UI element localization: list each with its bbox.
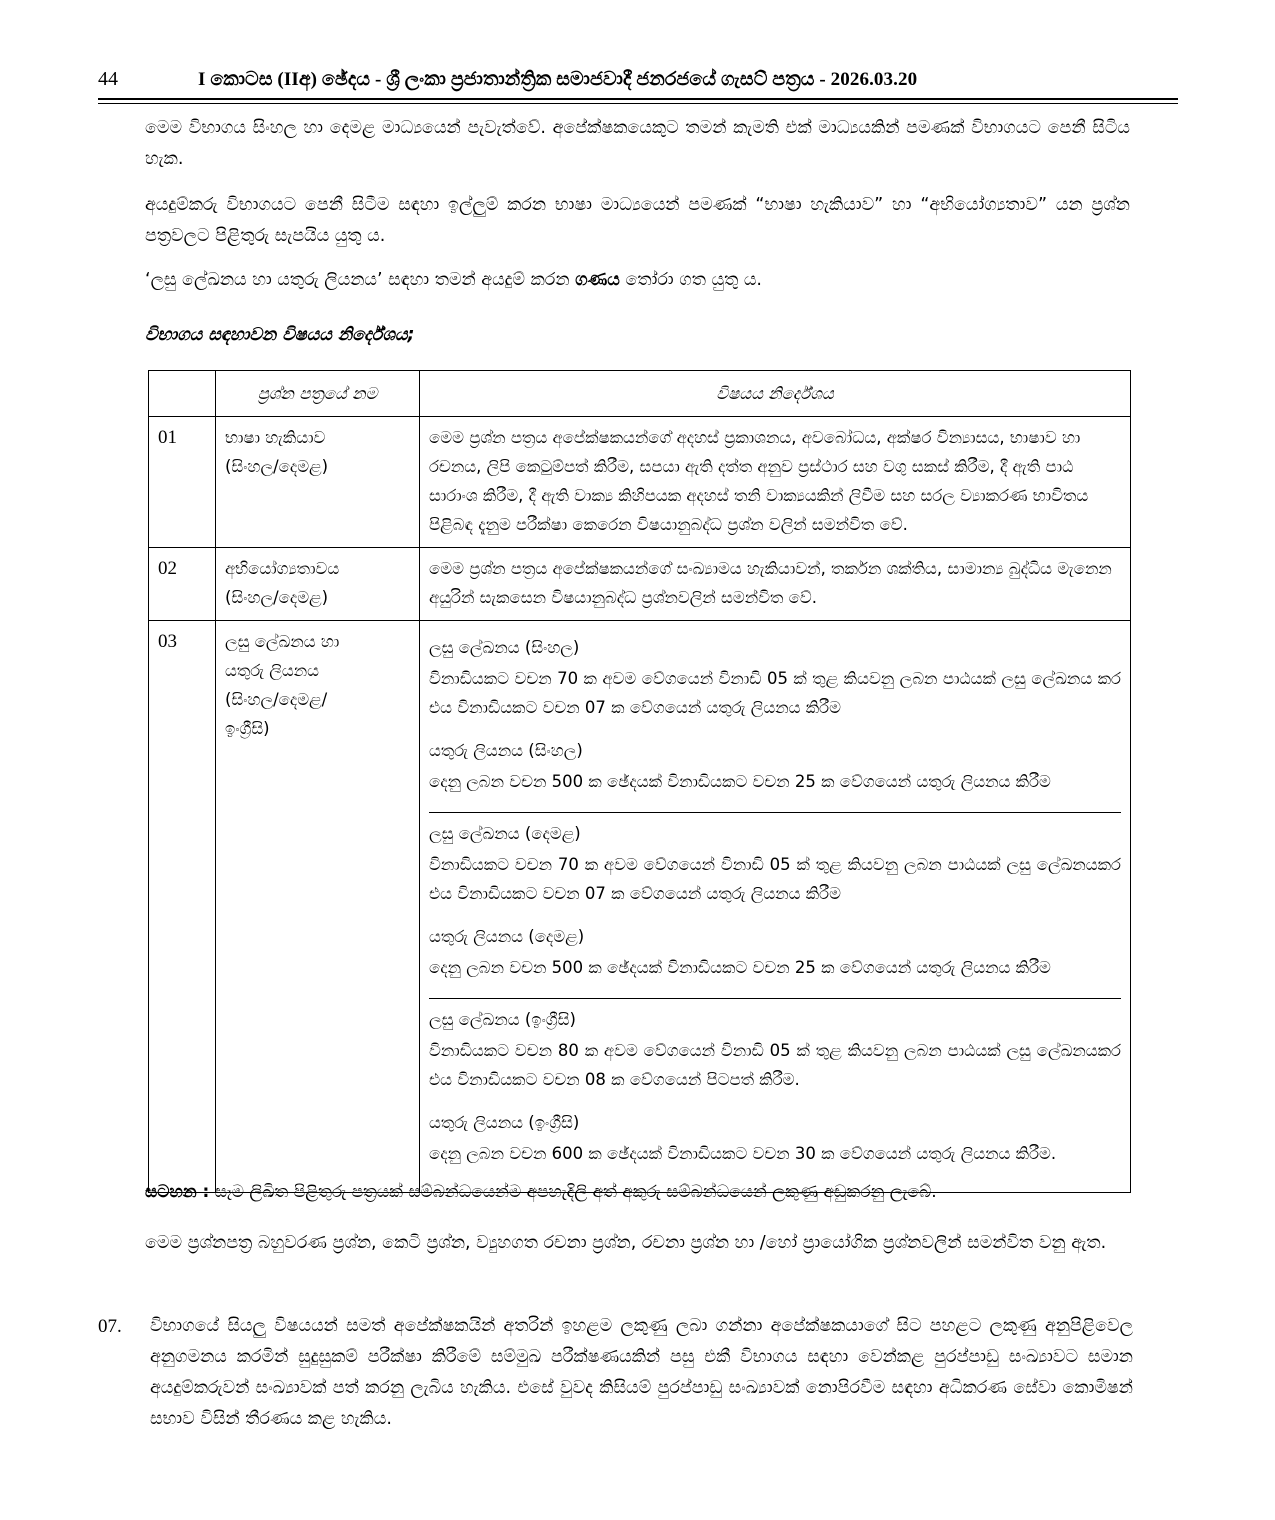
typing-heading-tamil: යතුරු ලියනය (දෙමළ) bbox=[429, 927, 585, 946]
page-header bbox=[98, 68, 1178, 91]
p3-text-after: තෝරා ගත යුතු ය. bbox=[619, 270, 762, 290]
note-text: සෑම ලිඛිත පිළිතුරු පත්‍රයක් සම්බන්ධයෙන්ම අපහැදිලි අත් අකුරු සම්බන්ධයෙන් ලකුණු අඩුකරනු ලැබේ. bbox=[209, 1182, 937, 1202]
typing-body-english: දෙනු ලබන වචන 600 ක ඡේදයක් විනාඩියකට වචන 30 ක වේගයෙන් යතුරු ලියනය කිරීම. bbox=[429, 1144, 1057, 1163]
typing-heading-sinhala: යතුරු ලියනය (සිංහල) bbox=[429, 741, 583, 760]
shorthand-body-tamil: විනාඩියකට වචන 70 ක අවම වේගයෙන් විනාඩි 05 ක් තුළ කියවනු ලබන පාඨයක් ලසු ලේඛනයකර එය විනාඩියකට වචන 07 ක වේගයෙන් යතුරු ලියනය කිරීම bbox=[429, 855, 1121, 903]
typing-body-sinhala: දෙනු ලබන වචන 500 ක ඡේදයක් විනාඩියකට වචන 25 ක වේගයෙන් යතුරු ලියනය කිරීම bbox=[429, 772, 1051, 791]
gazette-title: I කොටස (IIඅ) ඡේදය - ශ්‍රී ලංකා ප්‍රජාතාන්ත්‍රික සමාජවාදී ජනරජයේ ගැසට් පත්‍රය - 2026.03.20 bbox=[198, 69, 918, 90]
row-number-01: 01 bbox=[149, 417, 216, 548]
paragraph-exam-medium: මෙම විභාගය සිංහල හා දෙමළ මාධ්‍යයෙන් පැවැත්වේ. අපේක්ෂකයෙකුට තමන් කැමති එක් මාධ්‍යයකින් පමණක් විභාගයට පෙනී සිටිය හැක. bbox=[145, 118, 1130, 169]
typing-body-tamil: දෙනු ලබන වචන 500 ක ඡේදයක් විනාඩියකට වචන 25 ක වේගයෙන් යතුරු ලියනය කිරීම bbox=[429, 958, 1051, 977]
header-cell-paper-name: ප්‍රශ්න පත්‍රයේ නම bbox=[216, 371, 420, 417]
paper-name-line: යතුරු ලියනය bbox=[225, 661, 320, 680]
header-rule-thick bbox=[98, 98, 1178, 100]
row-description-03 bbox=[420, 621, 1131, 1193]
clause-07 bbox=[98, 1311, 1133, 1435]
subblock-english bbox=[429, 999, 1121, 1185]
shorthand-heading-english: ලසු ලේඛනය (ඉංග්‍රීසි) bbox=[429, 1010, 576, 1029]
p3-text-before: ‘ලසු ලේඛනය හා යතුරු ලියනය’ සඳහා තමන් අයදුම් කරන bbox=[145, 270, 576, 290]
shorthand-body-english: විනාඩියකට වචන 80 ක අවම වේගයෙන් විනාඩි 05 ක් තුළ කියවනු ලබන පාඨයක් ලසු ලේඛනයකර එය විනාඩියකට වචන 08 ක වේගයෙන් පිටපත් කිරීම. bbox=[429, 1041, 1121, 1089]
p3-emphasis-category: ගණය bbox=[575, 270, 620, 290]
spacer bbox=[429, 1094, 1121, 1108]
subblock-tamil bbox=[429, 813, 1121, 999]
paper-name-line: භාෂා හැකියාව bbox=[225, 428, 326, 447]
paper-name-medium: (සිංහල/දෙමළ/ bbox=[225, 690, 328, 709]
row-description-02: මෙම ප්‍රශ්න පත්‍රය අපේක්ෂකයන්ගේ සංඛ්‍යාමය හැකියාවන්, තර්කන ශක්තිය, සාමාන්‍ය බුද්ධිය මැනෙන අයුරින් සැකසෙන විෂයානුබද්ධ ප්‍රශ්නවලින් සමන්විත වේ. bbox=[420, 548, 1131, 621]
subblock-sinhala bbox=[429, 627, 1121, 813]
paper-name-line: අභියෝග්‍යතාවය bbox=[225, 559, 340, 578]
table-row bbox=[149, 417, 1131, 548]
clause-body: විභාගයේ සියලු විෂයයන් සමත් අපේක්ෂකයින් අතරින් ඉහළම ලකුණු ලබා ගන්නා අපේක්ෂකයාගේ සිට පහළට ලකුණු අනුපිළිවෙල අනුගමනය කරමින් සුදුසුකම් පරීක්ෂා කිරීමේ සම්මුඛ පරීක්ෂණයකින් පසු එකී විභාගය සඳහා වෙන්කළ පුරප්පාඩු සංඛ්‍යාවට සමාන අයදුම්කරුවන් සංඛ්‍යාවක් පත් කරනු ලැබිය හැකිය. එසේ වුවද කිසියම් පුරප්පාඩු සංඛ්‍යාවක් නොපිරවීම සඳහා අධිකරණ සේවා කොමිෂන් සභාව විසින් තීරණය කළ හැකිය. bbox=[150, 1316, 1133, 1429]
shorthand-body-sinhala: විනාඩියකට වචන 70 ක අවම වේගයෙන් විනාඩි 05 ක් තුළ කියවනු ලබන පාඨයක් ලසු ලේඛනය කර එය විනාඩියකට වචන 07 ක වේගයෙන් යතුරු ලියනය කිරීම bbox=[429, 669, 1121, 717]
table-header-row bbox=[149, 371, 1131, 417]
row-number-02: 02 bbox=[149, 548, 216, 621]
typing-heading-english: යතුරු ලියනය (ඉංග්‍රීසි) bbox=[429, 1113, 580, 1132]
header-rule-thin bbox=[98, 103, 1178, 104]
shorthand-heading-sinhala: ලසු ලේඛනය (සිංහල) bbox=[429, 638, 580, 657]
syllabus-table-head bbox=[149, 371, 1131, 417]
shorthand-typing-subtable bbox=[429, 627, 1121, 1184]
paper-name-medium: (සිංහල/දෙමළ) bbox=[225, 588, 329, 607]
clause-number: 07. bbox=[98, 1316, 122, 1337]
syllabus-table-body bbox=[149, 417, 1131, 1193]
syllabus-heading: විභාගය සඳහාවන විෂයය නිර්දේශය; bbox=[145, 325, 415, 345]
paper-name-line: ලසු ලේඛනය හා bbox=[225, 632, 340, 651]
paragraph-shorthand-category bbox=[145, 265, 1130, 296]
page-number: 44 bbox=[98, 68, 118, 90]
shorthand-heading-tamil: ලසු ලේඛනය (දෙමළ) bbox=[429, 824, 581, 843]
table-row bbox=[149, 621, 1131, 1193]
spacer bbox=[429, 908, 1121, 922]
paper-name-medium: ඉංග්‍රීසි) bbox=[225, 719, 270, 738]
table-row bbox=[149, 548, 1131, 621]
header-cell-syllabus: විෂයය නිර්දේශය bbox=[420, 371, 1131, 417]
syllabus-table bbox=[148, 370, 1131, 1193]
row-paper-name-01 bbox=[216, 417, 420, 548]
row-paper-name-03 bbox=[216, 621, 420, 1193]
note-handwriting bbox=[145, 1177, 1130, 1207]
spacer bbox=[429, 722, 1121, 736]
header-cell-no bbox=[149, 371, 216, 417]
row-paper-name-02 bbox=[216, 548, 420, 621]
paragraph-answer-language: අයදුම්කරු විභාගයට පෙනී සිටීම සඳහා ඉල්ලුම් කරන භාෂා මාධ්‍යයෙන් පමණක් “භාෂා හැකියාව” හා “අභියෝග්‍යතාව” යන ප්‍රශ්න පත්‍රවලට පිළිතුරු සැපයිය යුතු ය. bbox=[145, 195, 1130, 246]
row-number-03: 03 bbox=[149, 621, 216, 1193]
row-description-01: මෙම ප්‍රශ්න පත්‍රය අපේක්ෂකයන්ගේ අදහස් ප්‍රකාශනය, අවබෝධය, අක්ෂර වින්‍යාසය, භාෂාව හා රචනය, ලිපි කෙටුම්පත් කිරීම, සපයා ඇති දත්ත අනුව ප්‍රස්ථාර සහ වගු සකස් කිරීම, දී ඇති පාඨ සාරාංශ කිරීම, දී ඇති වාක්‍ය කිහිපයක අදහස් තනි වාක්‍යයකින් ලිවීම සහ සරල ව්‍යාකරණ භාවිතය පිළිබඳ දැනුම පරීක්ෂා කෙරෙන විෂයානුබද්ධ ප්‍රශ්න වලින් සමන්විත වේ. bbox=[420, 417, 1131, 548]
note-label: සටහන : bbox=[145, 1182, 210, 1202]
paragraph-question-types: මෙම ප්‍රශ්නපත්‍ර බහුවරණ ප්‍රශ්න, කෙටි ප්‍රශ්න, ව්‍යුහගත රචනා ප්‍රශ්න, රචනා ප්‍රශ්න හා /හෝ ප්‍රායෝගික ප්‍රශ්නවලින් සමන්විත වනු ඇත. bbox=[145, 1233, 1107, 1253]
paper-name-medium: (සිංහල/දෙමළ) bbox=[225, 457, 329, 476]
